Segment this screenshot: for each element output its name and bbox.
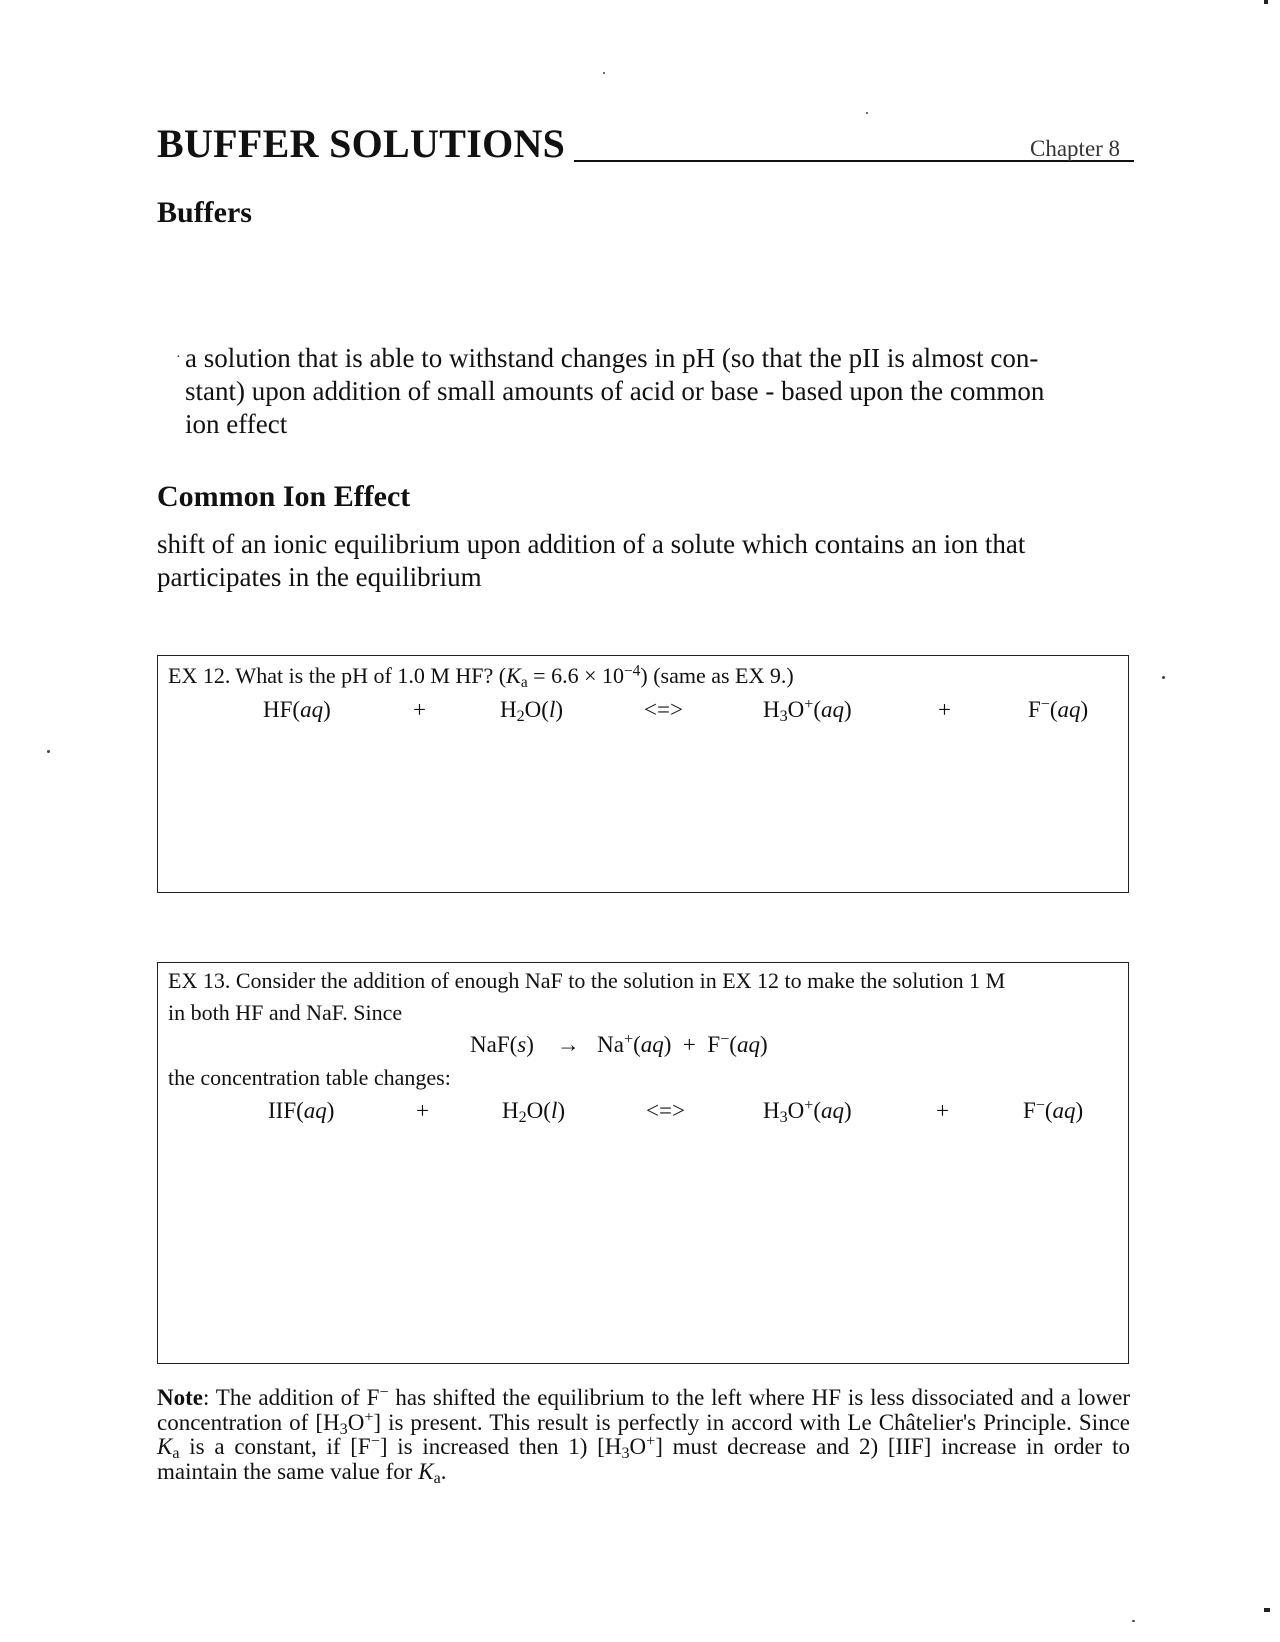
ka-exponent: −4 — [623, 662, 641, 680]
scan-speck — [1162, 676, 1165, 679]
note-label: Note — [157, 1385, 203, 1410]
definition-line: a solution that is able to withstand changes in pH (so that the pII is almost con- — [185, 343, 1039, 373]
common-ion-definition — [157, 528, 1130, 594]
ex13-text-line-3: the concentration table changes: — [168, 1065, 451, 1090]
ex12-product-fluoride: F−(aq) — [1028, 695, 1089, 722]
ex12-box — [157, 655, 1129, 893]
scan-speck — [1132, 1620, 1135, 1622]
ex12-reactant-water: $H_2O(l)$ — [500, 697, 564, 726]
ex13-plus-1: + — [416, 1098, 429, 1123]
ex12-equilibrium-arrow: <=> — [644, 697, 683, 722]
ka-symbol: K — [506, 663, 521, 688]
ex13-reactant-water: $H_2O(l)$ — [502, 1098, 566, 1127]
ex13-text-line-2: in both HF and NaF. Since — [168, 1000, 403, 1025]
ex12-reactant-hf: HF(aq) — [263, 697, 331, 722]
ex12-question-suffix: ) (same as EX 9.) — [640, 663, 794, 688]
ex13-plus-2: + — [936, 1098, 949, 1123]
scan-speck — [603, 72, 605, 74]
buffers-heading: Buffers — [157, 196, 252, 229]
scan-speck — [47, 750, 50, 753]
definition-line: ion effect — [185, 409, 288, 439]
definition-line: shift of an ionic equilibrium upon addition of a solute which contains an ion that — [157, 529, 1026, 559]
ex12-question-prefix: EX 12. What is the pH of 1.0 M HF? ( — [168, 663, 507, 688]
ex12-product-hydronium: $H_3O^+(aq)$ — [763, 695, 852, 726]
ex12-plus-2: + — [938, 697, 951, 722]
ex13-reactant-hf: IIF(aq) — [268, 1098, 335, 1123]
buffers-definition — [185, 342, 1130, 441]
ex13-text-line-1: EX 13. Consider the addition of enough NaF to the solution in EX 12 to make the solution 1 M — [168, 968, 1006, 993]
page-title: BUFFER SOLUTIONS — [157, 121, 566, 166]
note-paragraph: Note: The addition of F− has shifted the equilibrium to the left where HF is less dissociated and a lower concentration of $[H_3O^+]$ is present. This result is perfectly in accord with Le Châtelier's Principle. Since $K_a$ is a constant, if [F−] is increased then 1) $[H_3O^+]$ must decrease and 2) [IIF] increase in order to maintain the same value for $K_a$. — [157, 1383, 1131, 1487]
definition-line: participates in the equilibrium — [157, 562, 482, 592]
naf-dissociation: NaF(s) → Na+(aq) + F−(aq) — [470, 1030, 768, 1057]
ex13-product-hydronium: $H_3O^+(aq)$ — [763, 1096, 852, 1127]
ka-value: = 6.6 × 10 — [527, 663, 624, 688]
definition-line: stant) upon addition of small amounts of acid or base - based upon the common — [185, 376, 1045, 406]
chapter-label: Chapter 8 — [1030, 136, 1121, 161]
bullet-mark: · — [176, 350, 181, 365]
ex13-product-fluoride: F−(aq) — [1023, 1096, 1084, 1123]
ka-subscript: a — [520, 673, 528, 691]
scan-edge-mark — [1264, 1608, 1270, 1612]
scan-edge-mark — [1264, 0, 1268, 4]
ex13-equilibrium-arrow: <=> — [646, 1098, 685, 1123]
ex12-question — [168, 662, 794, 690]
scan-speck — [866, 112, 868, 114]
dissociation-arrow: → — [556, 1032, 580, 1057]
ex12-plus-1: + — [413, 697, 426, 722]
common-ion-heading: Common Ion Effect — [157, 480, 411, 513]
ex13-box — [157, 962, 1129, 1364]
